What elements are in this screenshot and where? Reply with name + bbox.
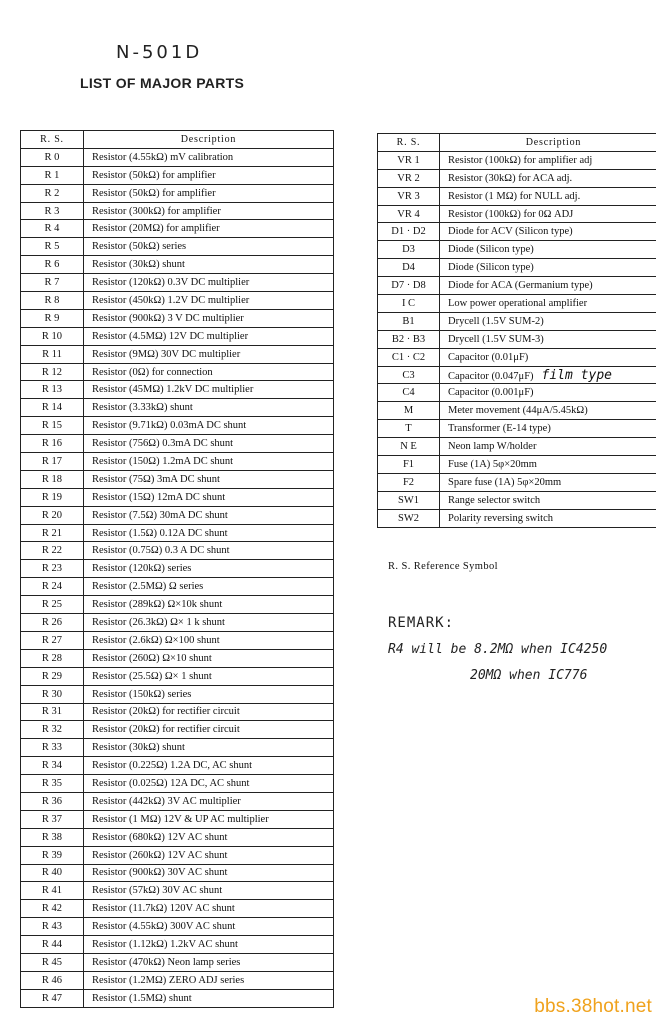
- reference-symbol-cell: R 39: [21, 846, 84, 864]
- description-text: Resistor (289kΩ) Ω×10k shunt: [92, 599, 223, 611]
- description-cell: [440, 241, 656, 259]
- table-row: [21, 506, 334, 524]
- description-cell: [440, 187, 656, 205]
- reference-symbol-cell: R 15: [21, 417, 84, 435]
- description-cell: [84, 274, 334, 292]
- reference-symbol-cell: R 27: [21, 631, 84, 649]
- reference-symbol-cell: C3: [378, 366, 440, 384]
- reference-symbol-cell: VR 1: [378, 151, 440, 169]
- table-row: [378, 348, 656, 366]
- description-text: Resistor (1 MΩ) for NULL adj.: [448, 190, 581, 202]
- reference-symbol-cell: M: [378, 402, 440, 420]
- table-row: [21, 900, 334, 918]
- description-text: Resistor (45MΩ) 1.2kV DC multiplier: [92, 384, 254, 396]
- reference-symbol-cell: I C: [378, 295, 440, 313]
- description-cell: [84, 238, 334, 256]
- description-cell: [440, 438, 656, 456]
- description-text: Resistor (20kΩ) for rectifier circuit: [92, 724, 240, 736]
- reference-symbol-cell: R 25: [21, 596, 84, 614]
- reference-symbol-cell: T: [378, 420, 440, 438]
- table-row: [378, 438, 656, 456]
- description-text: Resistor (1.5MΩ) shunt: [92, 992, 192, 1004]
- description-cell: [440, 348, 656, 366]
- table-row: [378, 420, 656, 438]
- description-cell: [84, 542, 334, 560]
- description-cell: [440, 509, 656, 527]
- reference-symbol-cell: R 41: [21, 882, 84, 900]
- description-cell: [84, 488, 334, 506]
- reference-symbol-cell: B1: [378, 312, 440, 330]
- reference-symbol-cell: N E: [378, 438, 440, 456]
- reference-symbol-cell: B2 · B3: [378, 330, 440, 348]
- description-text: Resistor (900kΩ) 30V AC shunt: [92, 867, 228, 879]
- description-text: Resistor (9MΩ) 30V DC multiplier: [92, 348, 241, 360]
- table-row: [21, 846, 334, 864]
- model-title: N-501D: [116, 42, 203, 63]
- description-cell: [84, 417, 334, 435]
- reference-symbol-cell: R 46: [21, 971, 84, 989]
- table-row: [21, 864, 334, 882]
- description-cell: [84, 971, 334, 989]
- description-text: Resistor (1.5Ω) 0.12A DC shunt: [92, 527, 228, 539]
- description-text: Resistor (4.55kΩ) 300V AC shunt: [92, 921, 236, 933]
- reference-symbol-cell: R 33: [21, 739, 84, 757]
- reference-symbol-cell: F2: [378, 473, 440, 491]
- reference-symbol-cell: R 26: [21, 614, 84, 632]
- table-row: [378, 259, 656, 277]
- description-cell: [84, 148, 334, 166]
- description-text: Resistor (0.225Ω) 1.2A DC, AC shunt: [92, 760, 253, 772]
- description-text: Resistor (30kΩ) shunt: [92, 742, 185, 754]
- reference-symbol-cell: R 31: [21, 703, 84, 721]
- description-cell: [440, 456, 656, 474]
- description-text: Resistor (15Ω) 12mA DC shunt: [92, 491, 226, 503]
- description-cell: [84, 721, 334, 739]
- table-row: [21, 488, 334, 506]
- column-header-rs: R. S.: [21, 131, 84, 149]
- description-cell: [84, 202, 334, 220]
- table-row: [21, 631, 334, 649]
- description-cell: [440, 420, 656, 438]
- table-row: [21, 578, 334, 596]
- table-row: [21, 363, 334, 381]
- description-text: Resistor (3.33kΩ) shunt: [92, 402, 193, 414]
- table-row: [21, 524, 334, 542]
- table-row: [378, 491, 656, 509]
- description-text: Polarity reversing switch: [448, 512, 553, 524]
- table-row: [21, 936, 334, 954]
- reference-symbol-cell: R 45: [21, 953, 84, 971]
- table-row: [378, 223, 656, 241]
- description-cell: [440, 384, 656, 402]
- reference-symbol-cell: R 30: [21, 685, 84, 703]
- remark-line-1: R4 will be 8.2MΩ when IC4250: [388, 642, 608, 657]
- table-row: [21, 757, 334, 775]
- reference-symbol-cell: SW2: [378, 509, 440, 527]
- reference-symbol-cell: R 21: [21, 524, 84, 542]
- description-text: Resistor (120kΩ) 0.3V DC multiplier: [92, 277, 250, 289]
- table-row: [21, 435, 334, 453]
- description-cell: [84, 918, 334, 936]
- table-row: [21, 685, 334, 703]
- description-text: Diode (Silicon type): [448, 262, 534, 274]
- reference-symbol-cell: R 4: [21, 220, 84, 238]
- table-row: [378, 277, 656, 295]
- table-row: [21, 703, 334, 721]
- table-row: [21, 614, 334, 632]
- description-cell: [440, 223, 656, 241]
- description-text: Resistor (50kΩ) for amplifier: [92, 169, 216, 181]
- table-row: [21, 238, 334, 256]
- table-row: [21, 453, 334, 471]
- reference-symbol-cell: R 23: [21, 560, 84, 578]
- reference-symbol-cell: R 9: [21, 309, 84, 327]
- reference-symbol-cell: R 43: [21, 918, 84, 936]
- description-text: Resistor (75Ω) 3mA DC shunt: [92, 473, 220, 485]
- table-row: [21, 667, 334, 685]
- description-text: Resistor (756Ω) 0.3mA DC shunt: [92, 438, 234, 450]
- table-row: [21, 417, 334, 435]
- column-header-description: Description: [440, 134, 656, 152]
- reference-symbol-cell: D3: [378, 241, 440, 259]
- description-text: Resistor (30kΩ) for ACA adj.: [448, 172, 573, 184]
- description-cell: [84, 953, 334, 971]
- description-text: Resistor (2.5MΩ) Ω series: [92, 581, 204, 593]
- reference-symbol-cell: R 13: [21, 381, 84, 399]
- description-text: Resistor (4.55kΩ) mV calibration: [92, 151, 234, 163]
- description-text: Resistor (260kΩ) 12V AC shunt: [92, 849, 228, 861]
- table-row: [21, 470, 334, 488]
- description-cell: [84, 649, 334, 667]
- description-cell: [440, 330, 656, 348]
- description-text: Transformer (E-14 type): [448, 423, 551, 435]
- reference-symbol-cell: D4: [378, 259, 440, 277]
- description-cell: [84, 309, 334, 327]
- table-row: [21, 739, 334, 757]
- description-text: Drycell (1.5V SUM-3): [448, 333, 544, 345]
- left-parts-table: [20, 130, 334, 1008]
- table-row: [21, 542, 334, 560]
- description-cell: [440, 277, 656, 295]
- table-row: [21, 399, 334, 417]
- table-row: [21, 345, 334, 363]
- description-text: Low power operational amplifier: [448, 297, 588, 309]
- description-cell: [84, 381, 334, 399]
- reference-symbol-cell: D1 · D2: [378, 223, 440, 241]
- reference-symbol-cell: R 1: [21, 166, 84, 184]
- reference-symbol-cell: D7 · D8: [378, 277, 440, 295]
- table-row: [21, 792, 334, 810]
- description-text: Resistor (442kΩ) 3V AC multiplier: [92, 795, 241, 807]
- reference-symbol-cell: R 32: [21, 721, 84, 739]
- reference-symbol-cell: R 40: [21, 864, 84, 882]
- description-cell: [84, 166, 334, 184]
- reference-symbol-cell: R 47: [21, 989, 84, 1007]
- description-cell: [84, 828, 334, 846]
- table-row: [378, 151, 656, 169]
- reference-symbol-cell: R 44: [21, 936, 84, 954]
- description-text: Resistor (50kΩ) for amplifier: [92, 187, 216, 199]
- description-text: Resistor (1.2MΩ) ZERO ADJ series: [92, 974, 245, 986]
- description-text: Drycell (1.5V SUM-2): [448, 315, 544, 327]
- description-cell: [84, 936, 334, 954]
- description-text: Resistor (57kΩ) 30V AC shunt: [92, 885, 223, 897]
- description-text: Resistor (1 MΩ) 12V & UP AC multiplier: [92, 813, 269, 825]
- description-text: Spare fuse (1A) 5φ×20mm: [448, 476, 562, 488]
- reference-symbol-cell: SW1: [378, 491, 440, 509]
- description-text: Meter movement (44μA/5.45kΩ): [448, 405, 588, 417]
- table-row: [378, 241, 656, 259]
- table-row: [21, 560, 334, 578]
- description-cell: [84, 435, 334, 453]
- table-row: [378, 295, 656, 313]
- description-cell: [440, 402, 656, 420]
- description-cell: [440, 295, 656, 313]
- description-cell: [84, 399, 334, 417]
- description-text: Diode for ACV (Silicon type): [448, 226, 573, 238]
- page-title: LIST OF MAJOR PARTS: [80, 75, 245, 91]
- description-text: Resistor (26.3kΩ) Ω× 1 k shunt: [92, 616, 225, 628]
- description-cell: [84, 810, 334, 828]
- reference-symbol-cell: VR 2: [378, 169, 440, 187]
- right-parts-table: [377, 133, 656, 528]
- description-cell: [84, 846, 334, 864]
- description-cell: [84, 614, 334, 632]
- description-cell: [84, 667, 334, 685]
- description-cell: [84, 578, 334, 596]
- description-cell: [84, 363, 334, 381]
- reference-symbol-cell: R 36: [21, 792, 84, 810]
- description-cell: [84, 792, 334, 810]
- description-cell: [84, 256, 334, 274]
- reference-symbol-legend: R. S. Reference Symbol: [388, 561, 498, 572]
- reference-symbol-cell: R 34: [21, 757, 84, 775]
- table-header-row: [378, 134, 656, 152]
- description-text: Capacitor (0.047μF): [448, 370, 534, 382]
- reference-symbol-cell: VR 3: [378, 187, 440, 205]
- description-cell: [84, 703, 334, 721]
- reference-symbol-cell: R 37: [21, 810, 84, 828]
- reference-symbol-cell: R 6: [21, 256, 84, 274]
- description-cell: [84, 345, 334, 363]
- reference-symbol-cell: R 38: [21, 828, 84, 846]
- reference-symbol-cell: R 29: [21, 667, 84, 685]
- table-row: [378, 312, 656, 330]
- table-row: [378, 169, 656, 187]
- description-cell: [84, 220, 334, 238]
- reference-symbol-cell: R 20: [21, 506, 84, 524]
- description-cell: [440, 259, 656, 277]
- description-text: Range selector switch: [448, 494, 541, 506]
- table-row: [378, 384, 656, 402]
- description-cell: [84, 184, 334, 202]
- table-row: [21, 381, 334, 399]
- table-row: [21, 166, 334, 184]
- description-text: Resistor (120kΩ) series: [92, 563, 192, 575]
- column-header-description: Description: [84, 131, 334, 149]
- table-row: [378, 205, 656, 223]
- table-row: [21, 989, 334, 1007]
- table-row: [21, 220, 334, 238]
- reference-symbol-cell: R 14: [21, 399, 84, 417]
- description-text: Neon lamp W/holder: [448, 441, 537, 453]
- description-cell: [440, 169, 656, 187]
- description-cell: [440, 205, 656, 223]
- description-text: Resistor (11.7kΩ) 120V AC shunt: [92, 903, 235, 915]
- table-row: [378, 473, 656, 491]
- watermark: bbs.38hot.net: [534, 996, 652, 1017]
- table-row: [378, 366, 656, 384]
- reference-symbol-cell: R 35: [21, 775, 84, 793]
- reference-symbol-cell: R 17: [21, 453, 84, 471]
- table-row: [21, 327, 334, 345]
- description-text: Capacitor (0.001μF): [448, 387, 534, 399]
- table-row: [21, 596, 334, 614]
- reference-symbol-cell: R 22: [21, 542, 84, 560]
- description-cell: [84, 775, 334, 793]
- description-cell: [84, 292, 334, 310]
- table-row: [378, 187, 656, 205]
- table-row: [21, 828, 334, 846]
- description-cell: [440, 491, 656, 509]
- table-row: [21, 148, 334, 166]
- description-text: Resistor (100kΩ) for 0Ω ADJ: [448, 208, 574, 220]
- table-row: [21, 292, 334, 310]
- reference-symbol-cell: R 12: [21, 363, 84, 381]
- description-cell: [440, 312, 656, 330]
- reference-symbol-cell: R 0: [21, 148, 84, 166]
- table-row: [21, 274, 334, 292]
- reference-symbol-cell: R 42: [21, 900, 84, 918]
- description-text: Resistor (0.025Ω) 12A DC, AC shunt: [92, 778, 250, 789]
- description-cell: [84, 560, 334, 578]
- description-text: Resistor (450kΩ) 1.2V DC multiplier: [92, 294, 250, 306]
- description-text: Resistor (470kΩ) Neon lamp series: [92, 956, 241, 968]
- description-text: Diode for ACA (Germanium type): [448, 280, 593, 292]
- table-row: [21, 775, 334, 793]
- description-text: Resistor (7.5Ω) 30mA DC shunt: [92, 509, 228, 521]
- handwritten-note: film type: [541, 367, 612, 383]
- reference-symbol-cell: R 3: [21, 202, 84, 220]
- description-text: Resistor (900kΩ) 3 V DC multiplier: [92, 312, 244, 324]
- column-header-rs: R. S.: [378, 134, 440, 152]
- table-row: [378, 330, 656, 348]
- description-text: Resistor (20MΩ) for amplifier: [92, 223, 220, 235]
- description-cell: [84, 524, 334, 542]
- description-cell: [84, 631, 334, 649]
- table-row: [21, 971, 334, 989]
- reference-symbol-cell: R 28: [21, 649, 84, 667]
- description-text: Resistor (150Ω) 1.2mA DC shunt: [92, 455, 234, 467]
- table-row: [21, 721, 334, 739]
- reference-symbol-cell: R 19: [21, 488, 84, 506]
- description-text: Resistor (260Ω) Ω×10 shunt: [92, 652, 212, 664]
- reference-symbol-cell: R 24: [21, 578, 84, 596]
- left-table-body: [21, 148, 334, 1007]
- reference-symbol-cell: R 16: [21, 435, 84, 453]
- description-cell: [84, 470, 334, 488]
- description-text: Resistor (25.5Ω) Ω× 1 shunt: [92, 670, 212, 682]
- description-cell: [440, 473, 656, 491]
- description-text: Fuse (1A) 5φ×20mm: [448, 458, 537, 470]
- reference-symbol-cell: VR 4: [378, 205, 440, 223]
- remark-line-2: 20MΩ when IC776: [470, 668, 588, 683]
- description-cell: [84, 739, 334, 757]
- table-row: [378, 509, 656, 527]
- table-row: [21, 184, 334, 202]
- table-row: [378, 456, 656, 474]
- description-text: Capacitor (0.01μF): [448, 351, 529, 363]
- description-cell: [84, 864, 334, 882]
- description-text: Resistor (150kΩ) series: [92, 688, 192, 700]
- description-cell: [84, 327, 334, 345]
- description-cell: [84, 453, 334, 471]
- description-cell: [84, 989, 334, 1007]
- description-text: Resistor (0.75Ω) 0.3 A DC shunt: [92, 545, 230, 557]
- table-row: [21, 256, 334, 274]
- description-text: Resistor (2.6kΩ) Ω×100 shunt: [92, 634, 220, 646]
- reference-symbol-cell: F1: [378, 456, 440, 474]
- description-cell: [440, 366, 656, 384]
- description-cell: [84, 506, 334, 524]
- table-row: [378, 402, 656, 420]
- table-row: [21, 309, 334, 327]
- description-text: Resistor (30kΩ) shunt: [92, 259, 185, 271]
- description-text: Resistor (100kΩ) for amplifier adj: [448, 154, 593, 166]
- description-text: Resistor (9.71kΩ) 0.03mA DC shunt: [92, 420, 247, 432]
- table-row: [21, 953, 334, 971]
- description-text: Resistor (300kΩ) for amplifier: [92, 205, 221, 217]
- description-text: Resistor (680kΩ) 12V AC shunt: [92, 831, 228, 843]
- description-text: Resistor (1.12kΩ) 1.2kV AC shunt: [92, 939, 238, 951]
- description-cell: [440, 151, 656, 169]
- table-row: [21, 882, 334, 900]
- remark-heading: REMARK:: [388, 615, 455, 631]
- description-cell: [84, 900, 334, 918]
- reference-symbol-cell: R 11: [21, 345, 84, 363]
- description-cell: [84, 757, 334, 775]
- description-text: Resistor (50kΩ) series: [92, 241, 187, 253]
- table-row: [21, 202, 334, 220]
- table-row: [21, 918, 334, 936]
- right-table-body: [378, 151, 656, 527]
- description-text: Resistor (0Ω) for connection: [92, 366, 213, 378]
- reference-symbol-cell: R 7: [21, 274, 84, 292]
- table-row: [21, 649, 334, 667]
- reference-symbol-cell: R 10: [21, 327, 84, 345]
- description-cell: [84, 882, 334, 900]
- description-text: Resistor (4.5MΩ) 12V DC multiplier: [92, 330, 249, 342]
- table-header-row: [21, 131, 334, 149]
- description-cell: [84, 685, 334, 703]
- description-cell: [84, 596, 334, 614]
- reference-symbol-cell: R 2: [21, 184, 84, 202]
- reference-symbol-cell: R 8: [21, 292, 84, 310]
- table-row: [21, 810, 334, 828]
- reference-symbol-cell: R 5: [21, 238, 84, 256]
- description-text: Resistor (20kΩ) for rectifier circuit: [92, 706, 240, 718]
- reference-symbol-cell: R 18: [21, 470, 84, 488]
- reference-symbol-cell: C4: [378, 384, 440, 402]
- reference-symbol-cell: C1 · C2: [378, 348, 440, 366]
- description-text: Diode (Silicon type): [448, 244, 534, 256]
